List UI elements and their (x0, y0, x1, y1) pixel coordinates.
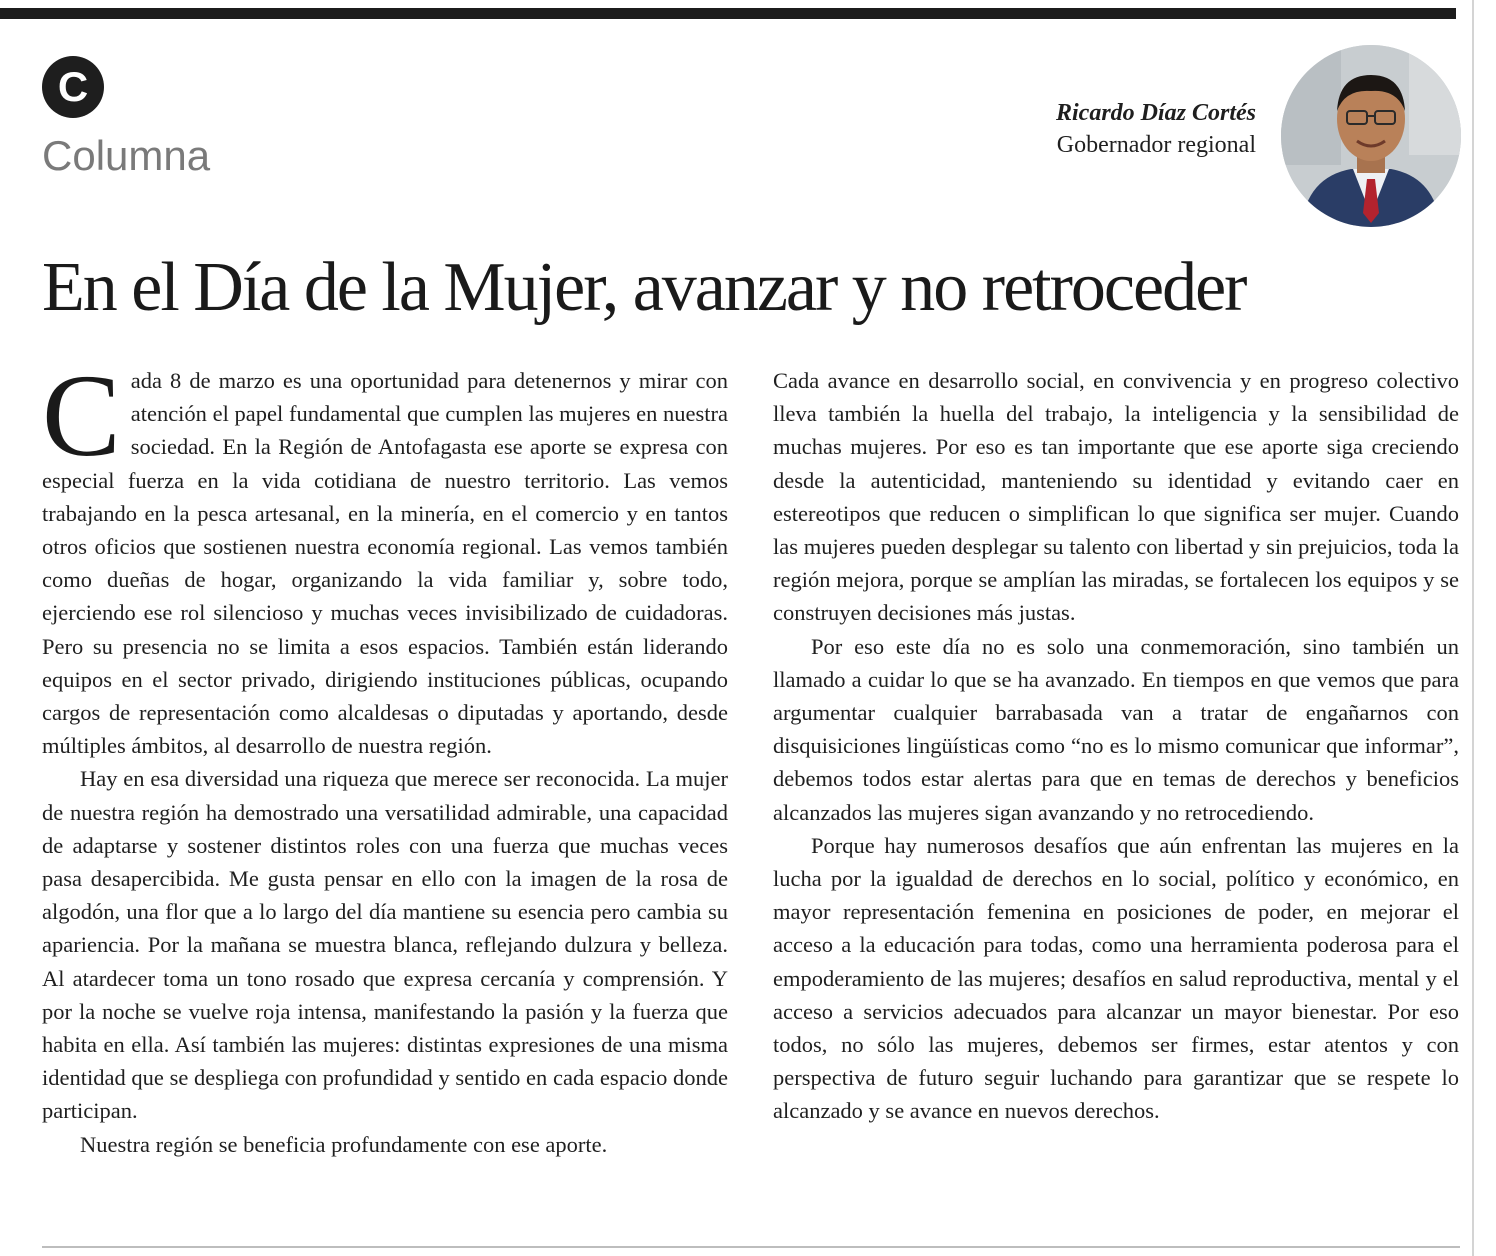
article-column-left (42, 350, 728, 1161)
top-rule (0, 8, 1456, 19)
author-role: Gobernador regional (1056, 132, 1256, 158)
paragraph: Nuestra región se beneficia profundamente con ese aporte. (80, 1131, 608, 1157)
article-column-right (773, 364, 1459, 1128)
section-label: Columna (42, 132, 211, 179)
author-name: Ricardo Díaz Cortés (1055, 100, 1256, 126)
page-edge-line (1472, 0, 1474, 1256)
paragraph (42, 350, 728, 762)
paragraph: Por eso este día no es solo una conmemoración, sino también un llamado a cuidar lo que se ha avanzado. En tiempos en que vemos que para argumentar cualquier barrabasada van a tratar de engañarnos con disquisiciones lingüísticas como “no es lo mismo comunicar que informar”, debemos todos estar alertas para que en temas de derechos y beneficios alcanzados las mujeres sigan avanzando y no retrocediendo. (773, 633, 1459, 825)
paragraph-text: ada 8 de marzo es una oportunidad para detenernos y mirar con atención el papel fundamental que cumplen las mujeres en nuestra sociedad. En la Región de Antofagasta ese aporte se expresa con especial fuerza en la vida cotidiana de nuestro territorio. Las vemos trabajando en la pesca artesanal, en la minería, en el comercio y en tantos otros oficios que sostienen nuestra economía regional. Las vemos también como dueñas de hogar, organizando la vida familiar y, sobre todo, ejerciendo ese rol silencioso y muchas veces invisibilizado de cuidadoras. Pero su presencia no se limita a esos espacios. También están liderando equipos en el sector privado, dirigiendo instituciones públicas, ocupando cargos de representación como alcaldesas o diputadas y aportando, desde múltiples ámbitos, al desarrollo de nuestra región. (42, 368, 728, 759)
author-byline (1056, 98, 1256, 160)
section-badge: C (42, 56, 104, 118)
headline: En el Día de la Mujer, avanzar y no retroceder (42, 249, 1246, 326)
paragraph: Cada avance en desarrollo social, en convivencia y en progreso colectivo lleva también la huella del trabajo, la inteligencia y la sensibilidad de muchas mujeres. Por eso es tan importante que ese aporte siga creciendo desde la autenticidad, manteniendo su identidad y evitando caer en estereotipos que reducen o simplifican lo que significa ser mujer. Cuando las mujeres pueden desplegar su talento con libertad y sin prejuicios, toda la región mejora, porque se amplían las miradas, se fortalecen los equipos y se construyen decisiones más justas. (773, 368, 1459, 626)
bottom-rule (42, 1246, 1460, 1248)
drop-cap: C (42, 350, 121, 481)
paragraph: Hay en esa diversidad una riqueza que merece ser reconocida. La mujer de nuestra región ha demostrado una versatilidad admirable, una capacidad de adaptarse y sostener distintos roles con una fuerza que muchas veces pasa desapercibida. Me gusta pensar en ello con la imagen de la rosa de algodón, una flor que a lo largo del día mantiene su esencia pero cambia su apariencia. Por la mañana se muestra blanca, reflejando dulzura y belleza. Al atardecer toma un tono rosado que expresa cercanía y comprensión. Y por la noche se vuelve roja intensa, manifestando la pasión y la fuerza que habita en ella. Así también las mujeres: distintas expresiones de una misma identidad que se despliega con profundidad y sentido en cada espacio donde participan. (42, 766, 728, 1124)
author-photo (1281, 45, 1461, 227)
paragraph: Porque hay numerosos desafíos que aún enfrentan las mujeres en la lucha por la igualdad de derechos en lo social, político y económico, en mayor representación femenina en posiciones de poder, en mejorar el acceso a la educación para todas, como una herramienta poderosa para el empoderamiento de las mujeres; desafíos en salud reproductiva, mental y el acceso a servicios adecuados para alcanzar un mayor bienestar. Por eso todos, no sólo las mujeres, debemos ser firmes, estar atentos y con perspectiva de futuro seguir luchando para garantizar que se respete lo alcanzado y se avance en nuevos derechos. (773, 832, 1459, 1124)
